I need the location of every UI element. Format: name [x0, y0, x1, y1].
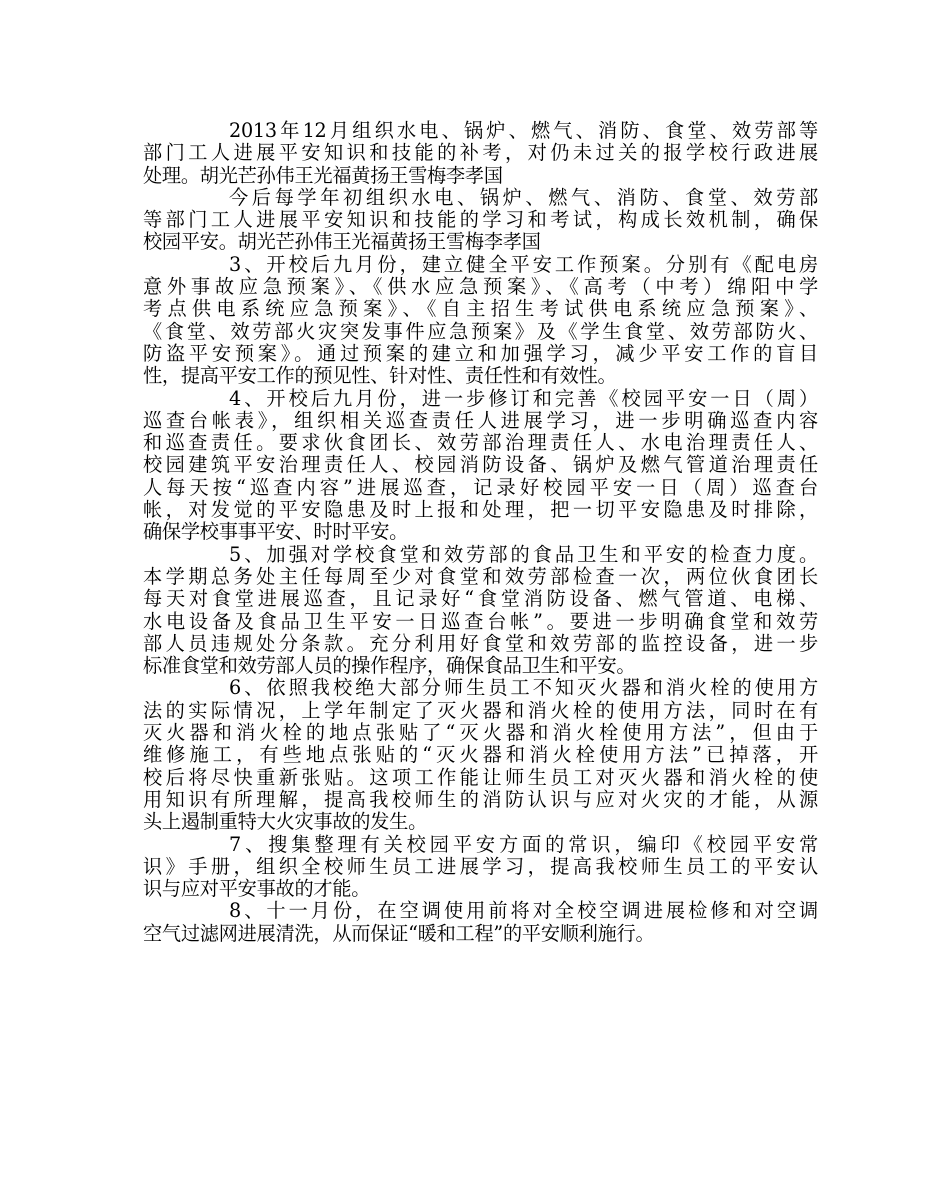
text-line: 处理。胡光芒孙伟王光福黄扬王雪梅李孝国	[143, 163, 503, 187]
text-line: 校园平安。胡光芒孙伟王光福黄扬王雪梅李孝国	[143, 230, 541, 254]
text-line: 头上遏制重特大火灾事故的发生。	[143, 810, 428, 834]
text-line: 等部门工人进展平安知识和技能的学习和考试，构成长效机制，确保	[143, 208, 818, 232]
text-line: 用知识有所理解，提高我校师生的消防认识与应对火灾的才能，从源	[143, 787, 818, 811]
text-line: 5、加强对学校食堂和效劳部的食品卫生和平安的检查力度。	[229, 542, 818, 566]
text-line: 校园建筑平安治理责任人、校园消防设备、锅炉及燃气管道治理责任	[143, 453, 818, 477]
paragraph-8	[143, 900, 818, 945]
text-line: 今后每学年初组织水电、锅炉、燃气、消防、食堂、效劳部	[229, 185, 818, 209]
text-line: 帐，对发觉的平安隐患及时上报和处理，把一切平安隐患及时排除，	[143, 498, 818, 522]
paragraph-1	[143, 120, 818, 187]
text-line: 《食堂、效劳部火灾突发事件应急预案》及《学生食堂、效劳部防火、	[143, 319, 818, 343]
text-line: 本学期总务处主任每周至少对食堂和效劳部检查一次，两位伙食团长	[143, 564, 818, 588]
paragraph-3	[143, 254, 818, 388]
text-line: 意外事故应急预案》、《供水应急预案》、《高考（中考）绵阳中学	[143, 275, 818, 299]
text-line: 4、开校后九月份，进一步修订和完善《校园平安一日（周）	[229, 386, 818, 410]
text-line: 部门工人进展平安知识和技能的补考，对仍未过关的报学校行政进展	[143, 141, 818, 165]
paragraph-2	[143, 187, 818, 254]
text-line: 考点供电系统应急预案》、《自主招生考试供电系统应急预案》、	[143, 297, 818, 321]
document-body	[143, 120, 818, 945]
paragraph-5	[143, 544, 818, 678]
text-line: 水电设备及食品卫生平安一日巡查台帐”。要进一步明确食堂和效劳	[143, 609, 818, 633]
paragraph-7	[143, 834, 818, 901]
text-line: 校后将尽快重新张贴。这项工作能让师生员工对灭火器和消火栓的使	[143, 765, 818, 789]
text-line: 人每天按“巡查内容”进展巡查，记录好校园平安一日（周）巡查台	[143, 475, 818, 499]
text-line: 空气过滤网进展清洗，从而保证“暖和工程”的平安顺利施行。	[143, 921, 655, 945]
text-line: 识与应对平安事故的才能。	[143, 877, 371, 901]
text-line: 识》手册，组织全校师生员工进展学习，提高我校师生员工的平安认	[143, 854, 818, 878]
text-line: 标准食堂和效劳部人员的操作程序，确保食品卫生和平安。	[143, 654, 636, 678]
paragraph-6	[143, 677, 818, 833]
text-line: 每天对食堂进展巡查，且记录好“食堂消防设备、燃气管道、电梯、	[143, 587, 818, 611]
text-line: 巡查台帐表》，组织相关巡查责任人进展学习，进一步明确巡查内容	[143, 408, 818, 432]
text-line: 性，提高平安工作的预见性、针对性、责任性和有效性。	[143, 364, 617, 388]
text-line: 8、十一月份，在空调使用前将对全校空调进展检修和对空调	[229, 899, 818, 923]
text-line: 2013年12月组织水电、锅炉、燃气、消防、食堂、效劳部等	[229, 119, 818, 142]
text-line: 7、搜集整理有关校园平安方面的常识，编印《校园平安常	[229, 832, 818, 856]
paragraph-4	[143, 388, 818, 544]
text-line: 6、依照我校绝大部分师生员工不知灭火器和消火栓的使用方	[229, 676, 818, 700]
text-line: 3、开校后九月份，建立健全平安工作预案。分别有《配电房	[229, 252, 818, 276]
text-line: 和巡查责任。要求伙食团长、效劳部治理责任人、水电治理责任人、	[143, 431, 818, 455]
text-line: 部人员违规处分条款。充分利用好食堂和效劳部的监控设备，进一步	[143, 631, 818, 655]
text-line: 法的实际情况，上学年制定了灭火器和消火栓的使用方法，同时在有	[143, 698, 818, 722]
text-line: 防盗平安预案》。通过预案的建立和加强学习，减少平安工作的盲目	[143, 341, 818, 365]
text-line: 确保学校事事平安、时时平安。	[143, 520, 409, 544]
text-line: 灭火器和消火栓的地点张贴了“灭火器和消火栓使用方法”，但由于	[143, 721, 818, 745]
text-line: 维修施工，有些地点张贴的“灭火器和消火栓使用方法”已掉落，开	[143, 743, 818, 767]
